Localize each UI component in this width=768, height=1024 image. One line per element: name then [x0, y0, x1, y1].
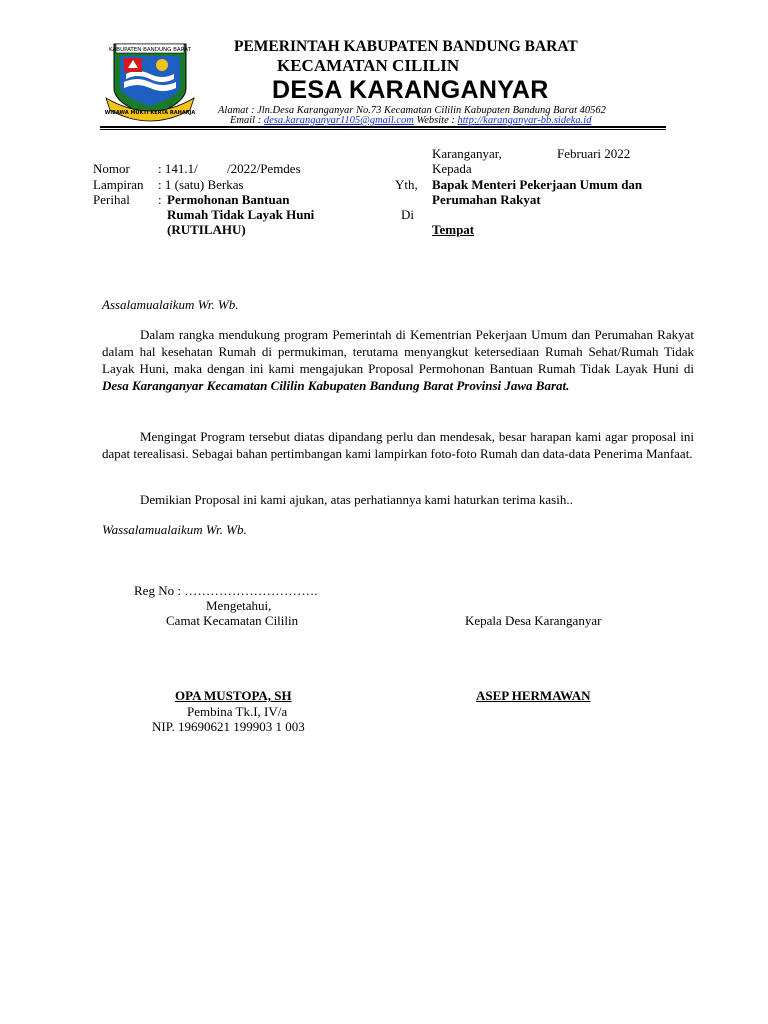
letter-date: Februari 2022: [557, 146, 631, 161]
svg-text:WIBAWA MUKTI KERTA RAHARJA: WIBAWA MUKTI KERTA RAHARJA: [104, 110, 196, 116]
nomor-value: : 141.1/ /2022/Pemdes: [158, 161, 301, 176]
recipient-line2: Perumahan Rakyat: [432, 192, 541, 207]
paragraph-1-text: Dalam rangka mendukung program Pemerintah di Kementrian Pekerjaan Umum dan Perumahan Rakyat dalam hal kesehatan Rumah di permukiman, terutama menyangkut ketersediaan Rumah Sehat/Rumah Tidak Layak Huni, maka dengan ini kami mengajukan Proposal Permohonan Bantuan Rumah Tidak Layak Huni di: [102, 327, 694, 376]
email-link[interactable]: desa.karanganyar1105@gmail.com: [263, 115, 414, 126]
paragraph-1-emphasis: Desa Karanganyar Kecamatan Cililin Kabupaten Bandung Barat Provinsi Jawa Barat.: [102, 378, 570, 393]
body-paragraph-2: Mengingat Program tersebut diatas dipandang perlu dan mendesak, besar harapan kami agar proposal ini dapat terealisasi. Sebagai bahan pertimbangan kami lampirkan foto-foto Rumah dan data-data Penerima Manfaat.: [102, 429, 694, 461]
perihal-label: Perihal: [93, 192, 130, 207]
di-label: Di: [401, 207, 414, 222]
letterhead-rule-thin: [100, 129, 666, 130]
left-signatory-name: OPA MUSTOPA, SH: [175, 688, 292, 703]
mengetahui-label: Mengetahui,: [206, 598, 272, 613]
kepada-label: Kepada: [432, 161, 472, 176]
perihal-line2: Rumah Tidak Layak Huni: [167, 207, 315, 222]
svg-text:KABUPATEN BANDUNG BARAT: KABUPATEN BANDUNG BARAT: [109, 47, 191, 53]
perihal-line3: (RUTILAHU): [167, 222, 246, 237]
website-link[interactable]: http://karanganyar-bb.sideka.id: [457, 115, 592, 126]
letterhead-rule-thick: [100, 126, 666, 128]
nomor-label: Nomor: [93, 161, 130, 176]
perihal-line1: Permohonan Bantuan: [167, 192, 290, 207]
recipient-line1: Bapak Menteri Pekerjaan Umum dan: [432, 177, 643, 192]
lampiran-value: : 1 (satu) Berkas: [158, 177, 244, 192]
regency-emblem-logo: [102, 38, 198, 122]
website-label: Website :: [413, 115, 458, 126]
left-signatory-title: Camat Kecamatan Cililin: [166, 613, 299, 628]
letterhead-address: Alamat : Jln.Desa Karanganyar No.73 Kecamatan Cililin Kabupaten Bandung Barat 40562: [218, 105, 606, 116]
email-label: Email :: [230, 115, 264, 126]
left-signatory-rank: Pembina Tk.I, IV/a: [187, 704, 288, 719]
right-signatory-name: ASEP HERMAWAN: [476, 688, 591, 703]
place-date: Karanganyar,: [432, 146, 502, 161]
body-paragraph-1: [102, 326, 694, 394]
perihal-colon: :: [158, 192, 162, 207]
greeting: Assalamualaikum Wr. Wb.: [102, 297, 239, 312]
letterhead-district: KECAMATAN CILILIN: [277, 56, 460, 75]
left-signatory-nip: NIP. 19690621 199903 1 003: [152, 719, 305, 734]
letterhead-village: DESA KARANGANYAR: [272, 76, 549, 104]
letterhead-contact: [230, 115, 591, 126]
letterhead-government: PEMERINTAH KABUPATEN BANDUNG BARAT: [234, 38, 578, 55]
body-paragraph-3: Demikian Proposal ini kami ajukan, atas perhatiannya kami haturkan terima kasih..: [140, 492, 573, 507]
reg-no: Reg No : ………………………….: [134, 583, 318, 598]
lampiran-label: Lampiran: [93, 177, 144, 192]
yth-label: Yth,: [395, 177, 418, 192]
closing: Wassalamualaikum Wr. Wb.: [102, 522, 247, 537]
right-signatory-title: Kepala Desa Karanganyar: [465, 613, 602, 628]
tempat-label: Tempat: [432, 222, 475, 237]
